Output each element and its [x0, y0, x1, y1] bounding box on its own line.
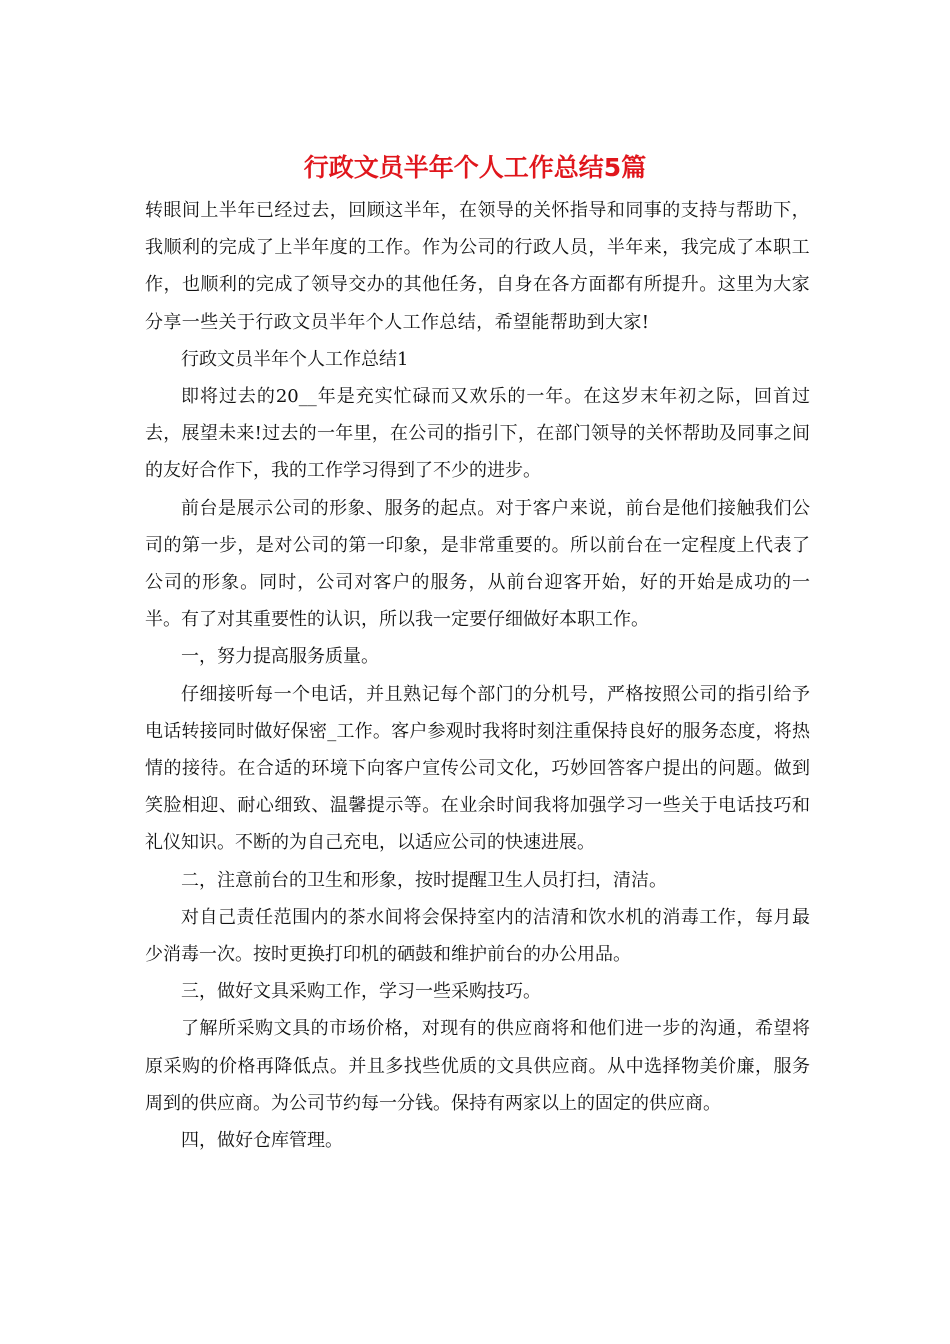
paragraph: 仔细接听每一个电话，并且熟记每个部门的分机号，严格按照公司的指引给予电话转接同时做好保密_工作。客户参观时我将时刻注重保持良好的服务态度，将热情的接待。在合适的环境下向客户宣传公司文化，巧妙回答客户提出的问题。做到笑脸相迎、耐心细致、温馨提示等。在业余时间我将加强学习一些关于电话技巧和礼仪知识。不断的为自己充电，以适应公司的快速进展。	[145, 683, 810, 854]
paragraph: 前台是展示公司的形象、服务的起点。对于客户来说，前台是他们接触我们公司的第一步，是对公司的第一印象，是非常重要的。所以前台在一定程度上代表了公司的形象。同时，公司对客户的服务，从前台迎客开始，好的开始是成功的一半。有了对其重要性的认识，所以我一定要仔细做好本职工作。	[145, 497, 810, 631]
list-heading-1: 一，努力提高服务质量。	[181, 646, 379, 668]
document-title: 行政文员半年个人工作总结5篇	[303, 153, 647, 182]
paragraph: 对自己责任范围内的茶水间将会保持室内的洁清和饮水机的消毒工作，每月最少消毒一次。按时更换打印机的硒鼓和维护前台的办公用品。	[145, 906, 810, 966]
section-heading-summary-1: 行政文员半年个人工作总结1	[181, 348, 409, 370]
paragraph: 即将过去的20__年是充实忙碌而又欢乐的一年。在这岁末年初之际，回首过去，展望未来!过去的一年里，在公司的指引下，在部门领导的关怀帮助及同事之间的友好合作下，我的工作学习得到了不少的进步。	[145, 386, 810, 482]
intro-paragraph: 转眼间上半年已经过去，回顾这半年，在领导的关怀指导和同事的支持与帮助下，我顺利的完成了上半年度的工作。作为公司的行政人员，半年来，我完成了本职工作，也顺利的完成了领导交办的其他任务，自身在各方面都有所提升。这里为大家分享一些关于行政文员半年个人工作总结，希望能帮助到大家!	[145, 200, 810, 333]
list-heading-2: 二，注意前台的卫生和形象，按时提醒卫生人员打扫，清洁。	[181, 869, 667, 891]
paragraph: 了解所采购文具的市场价格，对现有的供应商将和他们进一步的沟通，希望将原采购的价格再降低点。并且多找些优质的文具供应商。从中选择物美价廉，服务周到的供应商。为公司节约每一分钱。保持有两家以上的固定的供应商。	[145, 1018, 810, 1114]
document-body	[145, 192, 810, 1159]
list-heading-3: 三，做好文具采购工作，学习一些采购技巧。	[181, 981, 541, 1003]
list-heading-4: 四，做好仓库管理。	[181, 1130, 343, 1152]
